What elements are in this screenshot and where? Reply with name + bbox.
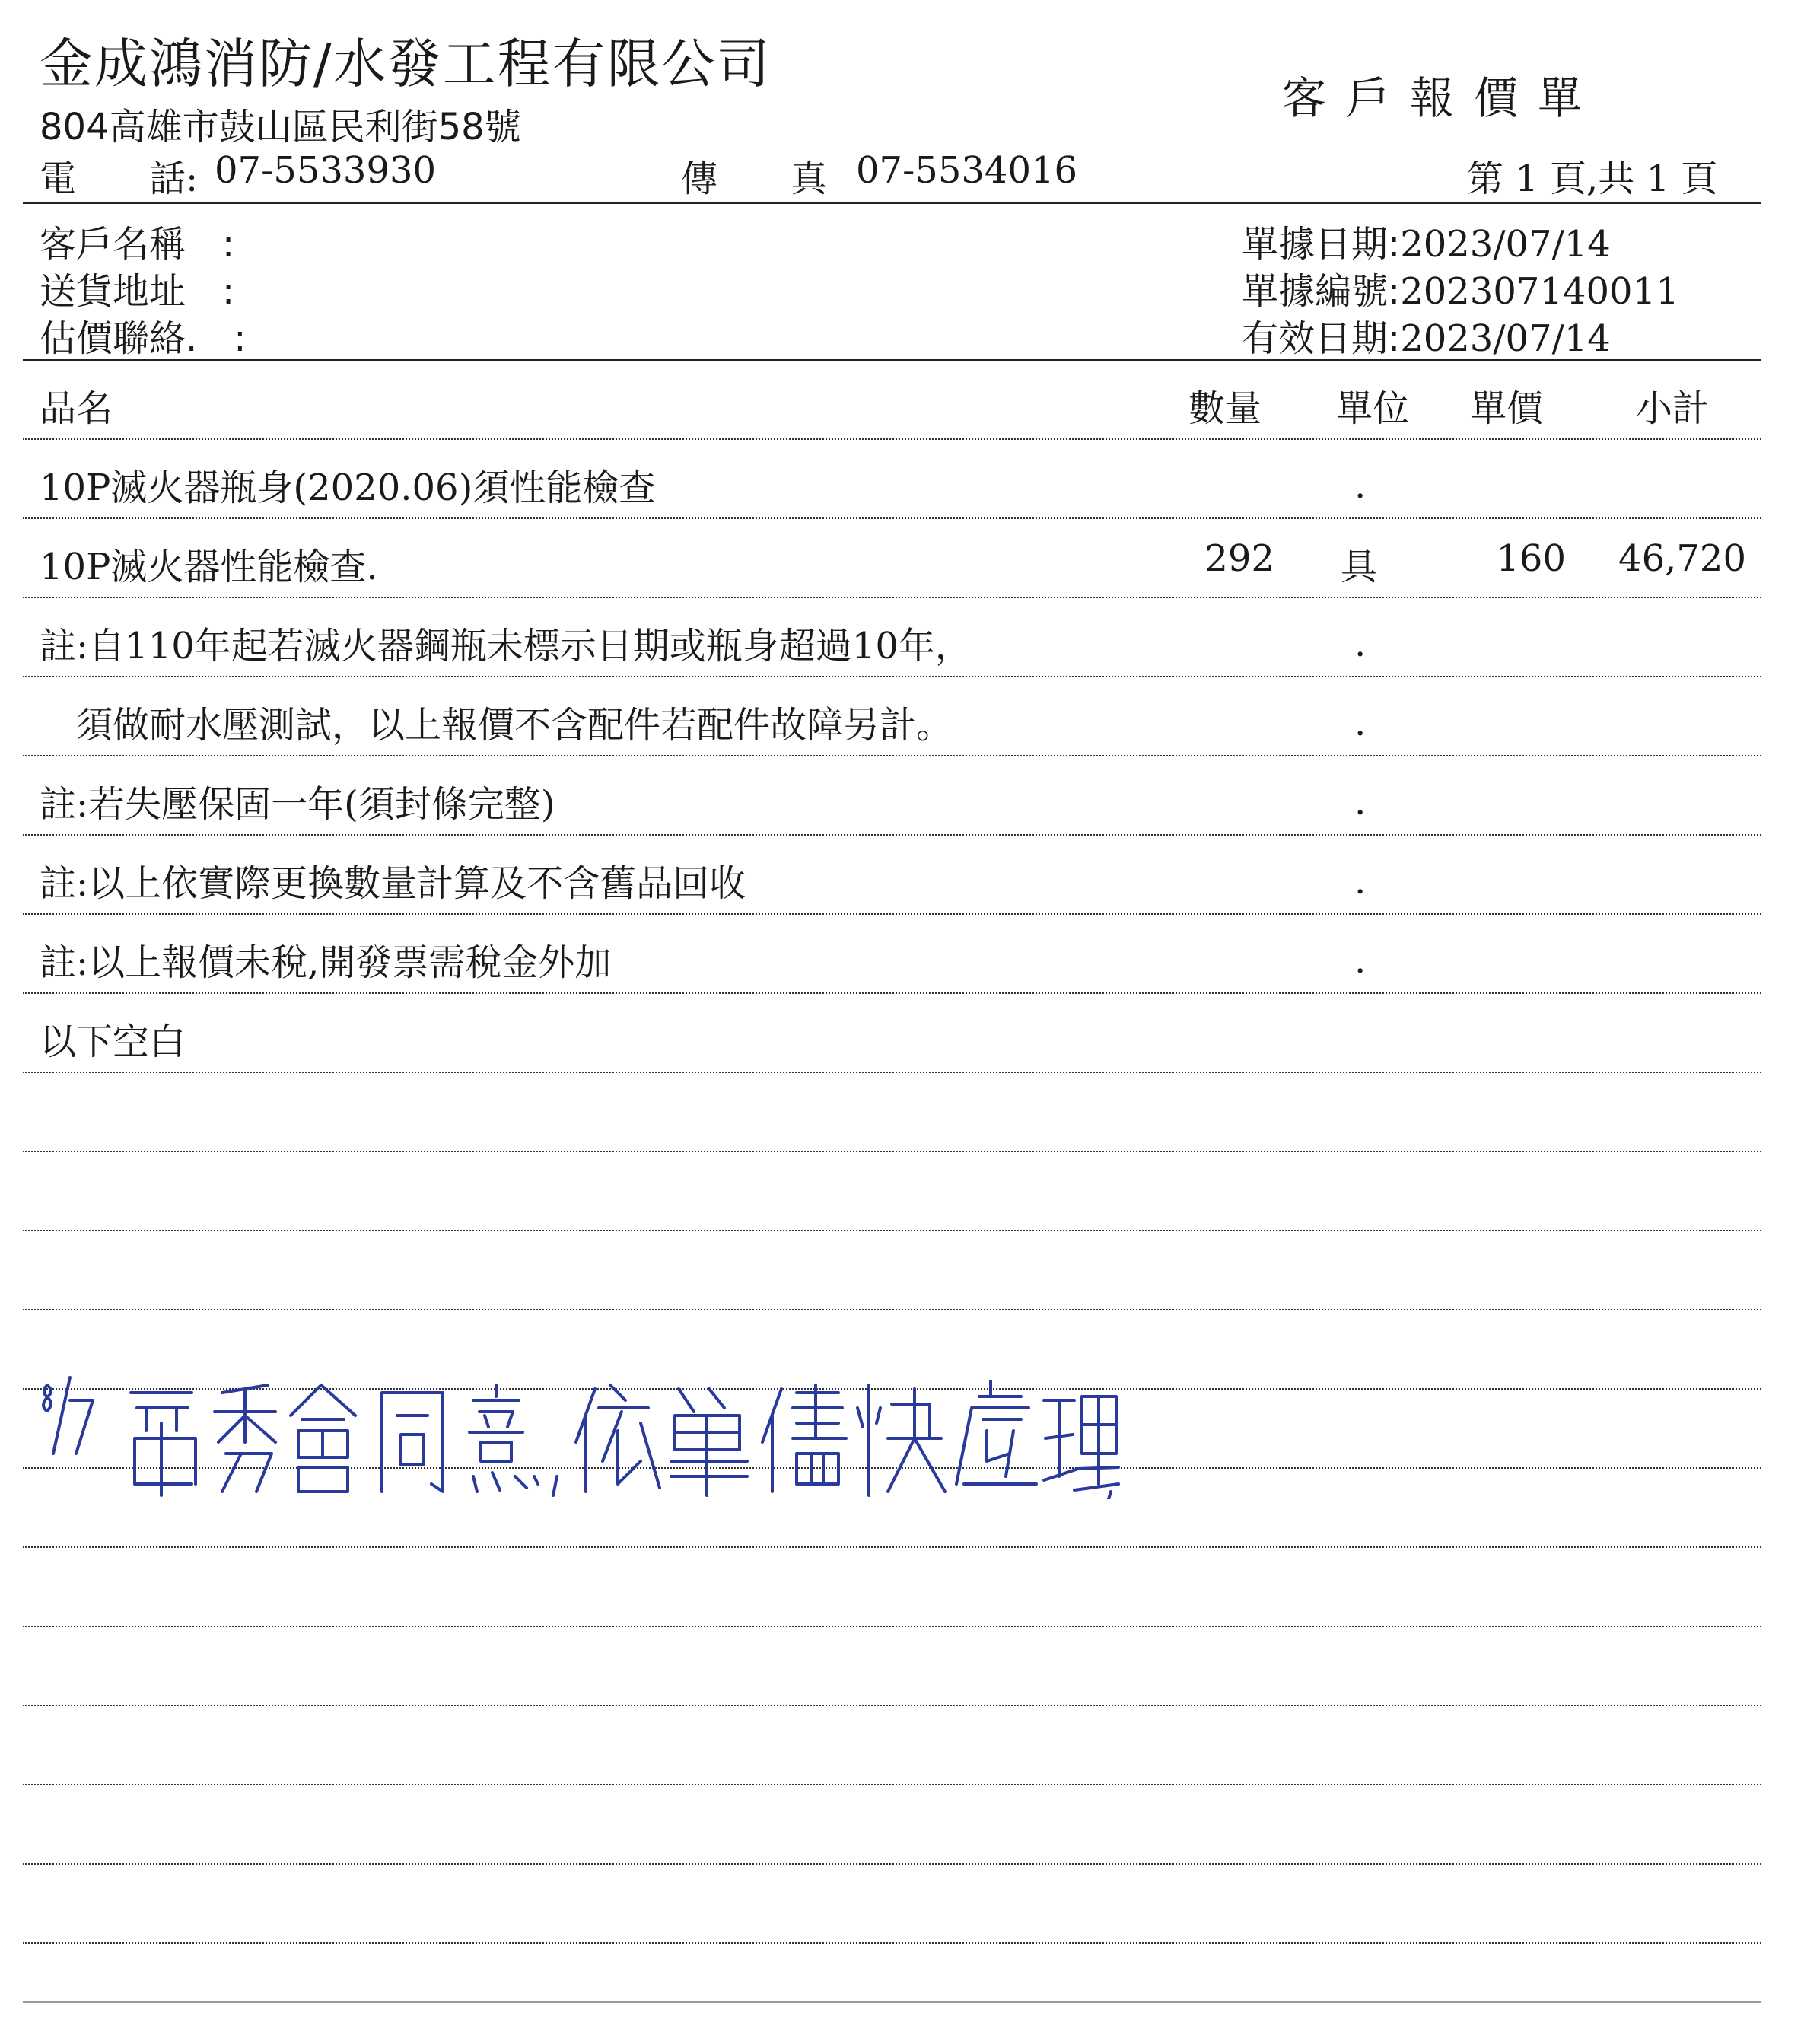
- customer-rule: [23, 359, 1761, 361]
- doc-number-value: 202307140011: [1400, 270, 1679, 313]
- row-divider: [23, 1151, 1761, 1152]
- doc-date-value: 2023/07/14: [1400, 223, 1611, 266]
- row-item: 10P滅火器性能檢查.: [40, 546, 378, 588]
- row-divider: [23, 1705, 1761, 1706]
- valid-date-label: 有效日期:: [1242, 317, 1401, 360]
- company-name: 金成鴻消防/水發工程有限公司: [40, 33, 772, 95]
- col-header-price: 單價: [1470, 387, 1544, 430]
- row-unit: .: [1354, 860, 1367, 903]
- row-unit: .: [1354, 702, 1367, 744]
- delivery-address-label: 送貨地址 :: [40, 270, 235, 313]
- row-unit: .: [1354, 781, 1367, 823]
- doc-date-label: 單據日期:: [1242, 223, 1401, 266]
- row-unit: .: [1354, 939, 1367, 982]
- row-divider: [23, 597, 1761, 598]
- row-divider: [23, 676, 1761, 677]
- row-item: 註:以上依實際更換數量計算及不含舊品回收: [40, 862, 746, 905]
- row-divider: [23, 992, 1761, 994]
- quote-contact-label: 估價聯絡. :: [40, 317, 247, 360]
- valid-date: [1242, 309, 1611, 361]
- row-item: 註:若失壓保固一年(須封條完整): [40, 783, 555, 826]
- row-divider: [23, 1626, 1761, 1627]
- row-item: 10P滅火器瓶身(2020.06)須性能檢查: [40, 467, 656, 509]
- doc-number: [1242, 262, 1679, 314]
- col-header-subtotal: 小計: [1636, 387, 1710, 430]
- row-divider: [23, 913, 1761, 915]
- col-header-item: 品名: [40, 387, 113, 430]
- row-subtotal: 46,720: [1618, 537, 1746, 580]
- company-address: 804高雄市鼓山區民利街58號: [40, 106, 521, 148]
- valid-date-value: 2023/07/14: [1400, 317, 1611, 360]
- customer-name-label: 客戶名稱 :: [40, 223, 235, 266]
- row-price: 160: [1496, 537, 1566, 580]
- header-rule: [23, 202, 1761, 204]
- col-header-unit: 單位: [1336, 387, 1410, 430]
- row-divider: [23, 1942, 1761, 1944]
- row-divider: [23, 517, 1761, 519]
- row-divider: [23, 1072, 1761, 1073]
- row-divider: [23, 1309, 1761, 1310]
- row-item: 以下空白: [40, 1021, 186, 1063]
- row-qty: 292: [1204, 537, 1274, 580]
- phone-number: 07-5533930: [215, 149, 437, 192]
- page-info: 第 1 頁,共 1 頁: [1467, 158, 1718, 200]
- row-divider: [23, 1784, 1761, 1785]
- row-divider: [23, 755, 1761, 756]
- row-divider: [23, 1546, 1761, 1548]
- row-divider: [23, 438, 1761, 440]
- phone-label: 電 話:: [40, 158, 199, 200]
- doc-number-label: 單據編號:: [1242, 270, 1401, 313]
- doc-date: [1242, 215, 1611, 267]
- row-item: 註:以上報價未稅,開發票需稅金外加: [40, 941, 612, 984]
- fax-label: 傳 真: [681, 158, 828, 200]
- handwritten-note: [40, 1370, 1120, 1499]
- row-divider: [23, 1230, 1761, 1231]
- row-unit: .: [1354, 623, 1367, 665]
- row-unit: .: [1354, 464, 1367, 507]
- row-unit: 具: [1341, 546, 1378, 588]
- row-divider: [23, 1863, 1761, 1865]
- row-divider: [23, 834, 1761, 836]
- document-title: 客戶報價單: [1282, 72, 1602, 124]
- row-item: 須做耐水壓測試，以上報價不含配件若配件故障另計。: [40, 704, 953, 747]
- row-item: 註:自110年起若滅火器鋼瓶未標示日期或瓶身超過10年，: [40, 625, 972, 667]
- bottom-edge: [23, 2001, 1761, 2003]
- fax-number: 07-5534016: [856, 149, 1078, 192]
- col-header-qty: 數量: [1188, 387, 1262, 430]
